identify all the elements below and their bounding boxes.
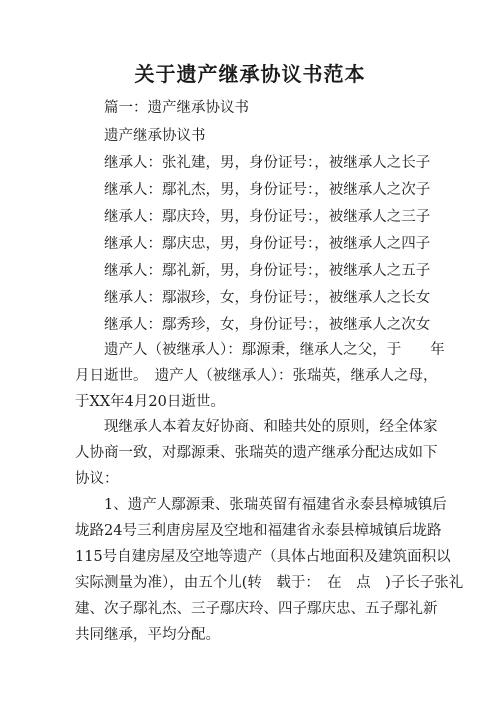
section-heading: 篇一：遗产继承协议书 [104, 100, 249, 116]
heir-line: 继承人：鄢庆忠，男，身份证号：，被继承人之四子 [104, 236, 431, 252]
agreement-line: 现继承人本着友好协商、和睦共处的原则，经全体家 [104, 419, 438, 435]
heir-line: 继承人：鄢庆玲，男，身份证号：，被继承人之三子 [104, 209, 431, 225]
document-title: 关于遗产继承协议书范本 [134, 62, 366, 86]
clause-line: 实际测量为准），由五个儿(转 载于： 在 点 )子长子张礼 [75, 575, 464, 591]
heir-line: 继承人：鄢淑珍，女，身份证号：，被继承人之长女 [104, 290, 431, 306]
decedent-line: 遗产人（被继承人）：鄢源秉，继承人之父，于 年 [104, 342, 445, 358]
clause-line: 115号自建房屋及空地等遗产（具体占地面积及建筑面积以 [75, 549, 451, 565]
decedent-line: 于XX年4月20日逝世。 [75, 394, 225, 410]
heir-line: 继承人：鄢礼新，男，身份证号：，被继承人之五子 [104, 263, 431, 279]
heir-line: 继承人：张礼建，男，身份证号：，被继承人之长子 [104, 155, 431, 171]
sub-heading: 遗产继承协议书 [104, 128, 206, 144]
decedent-line: 月日逝世。 遗产人（被继承人）：张瑞英，继承人之母， [75, 368, 438, 384]
clause-line: 1、遗产人鄢源秉、张瑞英留有福建省永泰县樟城镇后 [104, 497, 447, 513]
agreement-line: 协议： [75, 471, 119, 487]
clause-line: 建、次子鄢礼杰、三子鄢庆玲、四子鄢庆忠、五子鄢礼新 [75, 601, 438, 617]
clause-line: 共同继承，平均分配。 [75, 627, 220, 643]
heir-line: 继承人：鄢礼杰，男，身份证号：，被继承人之次子 [104, 182, 431, 198]
agreement-line: 人协商一致，对鄢源秉、张瑞英的遗产继承分配达成如下 [75, 445, 438, 461]
clause-line: 垅路24号三利唐房屋及空地和福建省永泰县樟城镇后垅路 [75, 523, 442, 539]
heir-line: 继承人：鄢秀珍，女，身份证号：，被继承人之次女 [104, 317, 431, 333]
